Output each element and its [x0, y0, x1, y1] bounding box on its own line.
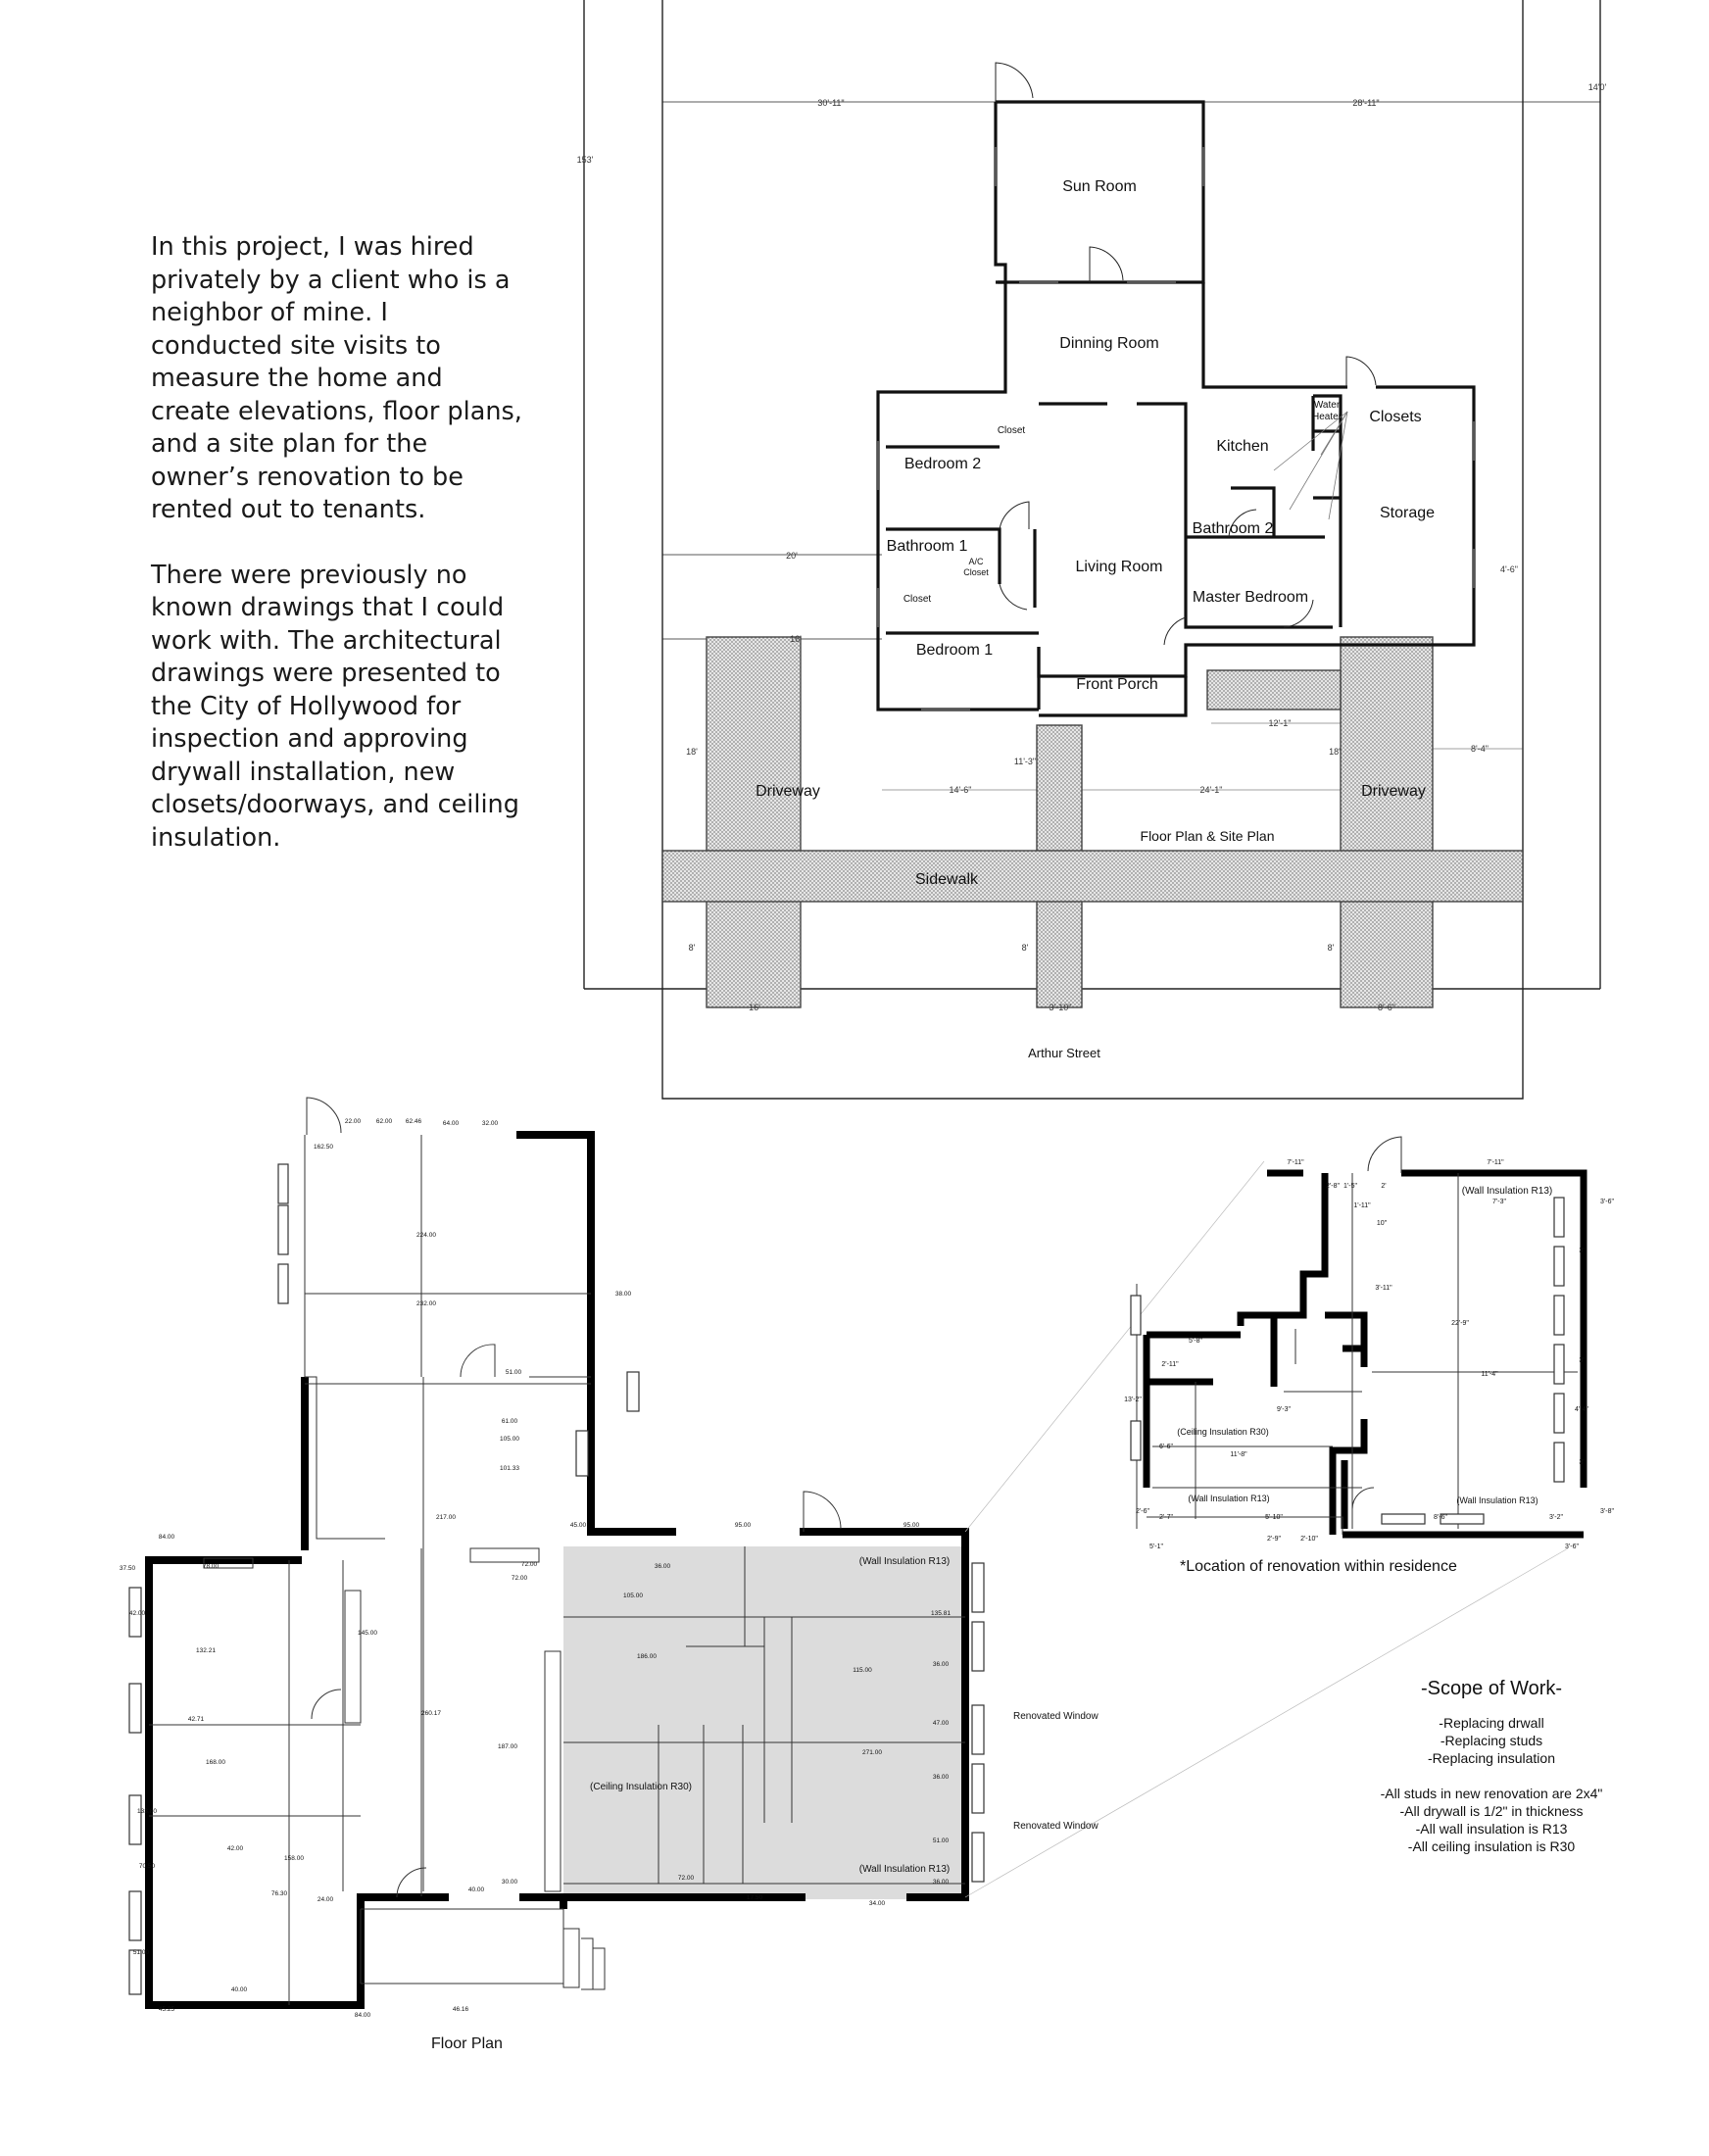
fp-dimension: 187.00: [498, 1743, 517, 1750]
fp-dimension: 32.00: [481, 1120, 499, 1127]
site-plan-title: Floor Plan & Site Plan: [1140, 828, 1275, 844]
label-sidewalk: Sidewalk: [914, 871, 979, 888]
dim-bottom-left: 16': [749, 1003, 760, 1012]
driveway-left: [707, 637, 801, 1007]
label-living-room: Living Room: [1075, 559, 1163, 575]
dp-dimension: 1'-11": [1353, 1202, 1371, 1209]
dp-dimension: 11'-8": [1230, 1451, 1247, 1458]
label-sun-room: Sun Room: [1062, 178, 1137, 195]
fp-dimension: 34.00: [868, 1900, 886, 1907]
label-bedroom-1: Bedroom 1: [915, 642, 994, 659]
fp-dimension: 133.80: [137, 1808, 157, 1815]
scope-note: -All drywall is 1/2" in thickness: [1399, 1803, 1584, 1819]
fp-dimension: 42.71: [187, 1716, 205, 1723]
dim-drive-gap: 11'-3": [1013, 757, 1037, 766]
fp-dimension: 37.50: [119, 1565, 136, 1572]
dp-dimension: 3': [1579, 1248, 1585, 1254]
fp-dimension: 72.00: [677, 1875, 695, 1882]
label-closet-top: Closet: [997, 425, 1026, 436]
fp-renovated-window-2: Renovated Window: [1013, 1821, 1099, 1832]
dp-dimension: 2'-6": [1136, 1508, 1149, 1515]
dp-dimension: 3'-8": [1600, 1508, 1614, 1515]
fp-dimension: 51.00: [932, 1838, 950, 1844]
dim-bottom-8a: 8': [688, 943, 696, 953]
dp-dimension: 5'-10": [1265, 1514, 1283, 1521]
dp-wall-insulation-bottom-left: (Wall Insulation R13): [1188, 1494, 1270, 1503]
fp-dimension: 84.00: [158, 1534, 175, 1541]
dp-dimension: 8'-6": [1434, 1514, 1447, 1521]
scope-item: -Replacing insulation: [1428, 1750, 1555, 1766]
fp-dimension: 64.00: [442, 1120, 460, 1127]
fp-dimension: 145.00: [358, 1630, 377, 1637]
fp-dimension: 158.00: [284, 1855, 304, 1862]
dp-dimension: 2': [1381, 1183, 1387, 1190]
fp-dimension: 70.50: [138, 1863, 156, 1870]
dp-dimension: 4'-4": [1575, 1406, 1588, 1413]
fp-dimension: 271.00: [862, 1749, 882, 1756]
dim-driveway-width: 14'-6": [949, 785, 972, 795]
dim-bottom-8c: 8': [1327, 943, 1335, 953]
fp-renovated-window-1: Renovated Window: [1013, 1711, 1099, 1722]
fp-dimension: 51.00: [505, 1369, 522, 1376]
fp-dimension: 46.16: [452, 2006, 469, 2013]
dp-dimension: 5'-1": [1149, 1544, 1163, 1550]
intro-paragraph-1: In this project, I was hired privately by a client who is a neighbor of mine. I conducted site visits to measure the home and create elevations, floor plans, and a site plan for the owner’s renovation to be rented out to tenants.: [151, 232, 522, 524]
fp-dimension: 62.46: [405, 1118, 422, 1125]
driveway-right: [1341, 637, 1433, 1007]
dim-right-gap: 8'-4": [1471, 744, 1489, 754]
dim-bottom-mid: 3'-10": [1049, 1003, 1072, 1012]
dim-top-left: 30'-11": [817, 98, 845, 108]
fp-dimension: 36.00: [932, 1774, 950, 1781]
label-closet-bottom: Closet: [903, 594, 932, 605]
fp-dimension: 105.00: [500, 1436, 519, 1443]
dp-dimension: 22'-9": [1451, 1320, 1469, 1327]
dp-dimension: 7'-11": [1487, 1159, 1504, 1166]
side-path: [1207, 670, 1341, 710]
dim-right-18: 18': [1329, 747, 1341, 757]
scope-title: -Scope of Work-: [1420, 1678, 1563, 1699]
fp-dimension: 51.00: [132, 1949, 150, 1956]
label-master-bedroom: Master Bedroom: [1192, 589, 1309, 606]
fp-dimension: 62.00: [375, 1118, 393, 1125]
dp-dimension: 5'-8": [1189, 1338, 1202, 1345]
detail-plan-labels: [1124, 1159, 1614, 1550]
fp-dimension: 72.00: [511, 1575, 528, 1582]
label-front-porch: Front Porch: [1076, 676, 1158, 693]
fp-dimension: 36.00: [654, 1563, 671, 1570]
dp-dimension: 1'-5": [1343, 1183, 1357, 1190]
dp-dimension: 3'-6": [1565, 1544, 1579, 1550]
label-water-heater-1: Water: [1313, 400, 1341, 411]
dp-dimension: 10": [1376, 1220, 1388, 1227]
label-ac-closet-1: A/C: [968, 557, 984, 566]
dp-dimension: 9'-3": [1277, 1406, 1291, 1413]
fp-dimension: 217.00: [436, 1514, 456, 1521]
fp-ceiling-insulation: (Ceiling Insulation R30): [590, 1782, 692, 1792]
fp-dimension: 17.50: [746, 1894, 763, 1901]
scope-item: -Replacing studs: [1440, 1733, 1543, 1748]
label-driveway-right: Driveway: [1361, 783, 1426, 800]
site-plan: [584, 0, 1600, 1099]
dp-dimension: 3': [1579, 1357, 1585, 1364]
fp-dimension: 168.00: [206, 1759, 225, 1766]
sidewalk: [662, 851, 1523, 902]
scope-note: -All ceiling insulation is R30: [1407, 1838, 1576, 1854]
fp-dimension: 76.30: [270, 1890, 288, 1897]
scope-note: -All studs in new renovation are 2x4": [1380, 1786, 1603, 1801]
fp-dimension: 132.21: [196, 1647, 216, 1654]
dim-lower-left: 16': [790, 634, 802, 644]
dp-dimension: 3'-11": [1375, 1285, 1392, 1292]
fp-dimension: 162.50: [314, 1144, 333, 1151]
fp-dimension: 30.00: [501, 1879, 518, 1886]
fp-dimension: 115.00: [853, 1667, 872, 1674]
dim-left-vertical: 153': [576, 155, 594, 165]
label-arthur-street: Arthur Street: [1028, 1046, 1100, 1060]
dp-dimension: 7'-3": [1492, 1199, 1506, 1205]
fp-dimension: 22.00: [344, 1118, 362, 1125]
fp-dimension: 40.00: [230, 1986, 248, 1993]
label-driveway-left: Driveway: [756, 783, 820, 800]
label-storage: Storage: [1379, 505, 1436, 521]
label-dinning-room: Dinning Room: [1059, 335, 1159, 352]
dp-dimension: 2'-10": [1300, 1536, 1318, 1543]
intro-paragraph-2: There were previously no known drawings that I could work with. The architectural drawings were presented to the City of Hollywood for inspection and approving drywall installation, new closets/doorways, and ceiling insulation.: [151, 560, 519, 853]
fp-dimension: 224.00: [416, 1232, 436, 1239]
dp-ceiling-insulation: (Ceiling Insulation R30): [1177, 1427, 1269, 1437]
fp-dimension: 47.00: [932, 1720, 950, 1727]
dp-dimension: 11'-4": [1481, 1371, 1498, 1378]
dim-yard-width: 24'-1": [1199, 785, 1223, 795]
fp-dimension: 61.00: [501, 1418, 518, 1425]
dp-wall-insulation-bottom-right: (Wall Insulation R13): [1456, 1495, 1538, 1505]
fp-dimension: 38.00: [614, 1291, 632, 1298]
label-bathroom-2: Bathroom 2: [1192, 520, 1274, 537]
fp-wall-insulation-bottom: (Wall Insulation R13): [858, 1864, 951, 1875]
fp-dimension: 72.00: [520, 1561, 538, 1568]
dp-dimension: 2'-7": [1159, 1514, 1173, 1521]
label-closets: Closets: [1369, 409, 1422, 425]
fp-dimension: 105.00: [623, 1592, 643, 1599]
dp-dimension: 2'-11": [1161, 1361, 1179, 1368]
fp-dimension: 78.00: [202, 1563, 220, 1570]
fp-dimension: 135.81: [931, 1610, 951, 1617]
dp-dimension: 3'-2": [1549, 1514, 1563, 1521]
fp-dimension: 95.00: [903, 1522, 920, 1529]
fp-dimension: 186.00: [637, 1653, 657, 1660]
fp-dimension: 42.00: [128, 1610, 146, 1617]
fp-dimension: 232.00: [416, 1300, 436, 1307]
label-water-heater-2: Heater: [1311, 412, 1343, 422]
fp-dimension: 95.00: [734, 1522, 752, 1529]
fp-dimension: 84.00: [354, 2012, 371, 2019]
dp-dimension-labels: [1124, 1159, 1614, 1550]
floor-plan-caption: Floor Plan: [431, 2035, 503, 2052]
dp-wall-insulation-top: (Wall Insulation R13): [1461, 1186, 1553, 1197]
dp-dimension: 2'-8": [1326, 1183, 1340, 1190]
dim-porch-width: 12'-1": [1268, 718, 1292, 728]
fp-dimension: 101.33: [500, 1465, 519, 1472]
dp-dimension: 3': [1579, 1459, 1585, 1466]
scope-item: -Replacing drwall: [1439, 1715, 1544, 1731]
fp-dimension: 24.00: [317, 1896, 334, 1903]
dp-dimension: 13'-2": [1124, 1396, 1142, 1403]
dp-dimension: 3'-6": [1600, 1199, 1614, 1205]
label-bathroom-1: Bathroom 1: [886, 538, 968, 555]
dim-bottom-8b: 8': [1021, 943, 1029, 953]
dim-bottom-right: 8'-6": [1378, 1003, 1395, 1012]
dp-dimension: 6'-6": [1159, 1444, 1173, 1450]
fp-wall-insulation-top: (Wall Insulation R13): [858, 1556, 951, 1567]
dim-mid-left: 20': [786, 551, 798, 561]
fp-dimension: 42.00: [226, 1845, 244, 1852]
detail-plan-caption: *Location of renovation within residence: [1180, 1558, 1457, 1575]
scope-note: -All wall insulation is R13: [1415, 1821, 1568, 1837]
fp-dimension: 36.00: [932, 1661, 950, 1668]
fp-dimension: 36.00: [932, 1879, 950, 1886]
dim-far-right: 14'0': [1587, 82, 1607, 92]
dim-top-right: 28'-11": [1352, 98, 1380, 108]
fp-dimension: 45.00: [569, 1522, 587, 1529]
dim-right-side: 4'-6": [1500, 564, 1518, 574]
scope-of-work: [1325, 1678, 1658, 1855]
label-kitchen: Kitchen: [1216, 438, 1269, 455]
dim-left-18: 18': [686, 747, 698, 757]
label-bedroom-2: Bedroom 2: [903, 456, 982, 472]
fp-dimension: 45.25: [158, 2006, 175, 2013]
dp-dimension: 2'-9": [1267, 1536, 1281, 1543]
dp-dimension: 7'-11": [1287, 1159, 1304, 1166]
label-ac-closet-2: Closet: [963, 567, 989, 577]
fp-dimension: 40.00: [467, 1886, 485, 1893]
fp-dimension: 260.17: [421, 1710, 441, 1717]
